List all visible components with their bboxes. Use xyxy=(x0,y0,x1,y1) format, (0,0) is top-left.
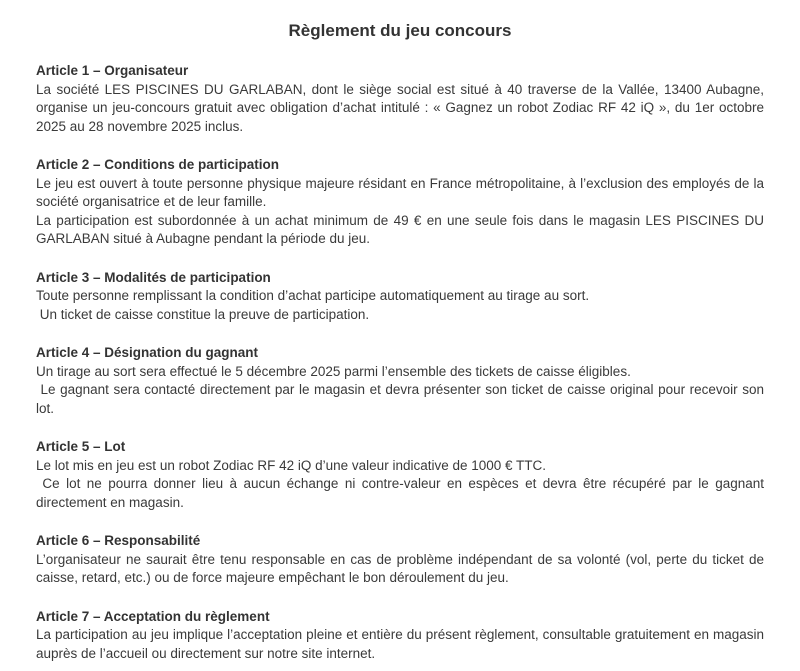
article-3-paragraph-2: Un ticket de caisse constitue la preuve de participation. xyxy=(36,306,370,322)
article-7-heading: Article 7 – Acceptation du règlement xyxy=(36,608,270,624)
article-5-heading: Article 5 – Lot xyxy=(36,439,126,454)
article-5-paragraph-1: Le lot mis en jeu est un robot Zodiac RF 42 iQ d’une valeur indicative de 1000 € TTC. xyxy=(36,457,547,473)
page-title: Règlement du jeu concours xyxy=(288,21,512,40)
article-6-responsabilite xyxy=(36,532,764,588)
article-2-heading: Article 2 – Conditions de participation xyxy=(36,157,280,172)
article-1-paragraph-1: La société LES PISCINES DU GARLABAN, dont le siège social est situé à 40 traverse de la Vallée, 13400 Aubagne, organise un jeu-concours gratuit avec obligation d’achat intitulé : « Gagnez un robot Zodiac RF 42 iQ », du 1er octobre 2025 au 28 novembre 2025 inclus. xyxy=(36,81,764,134)
article-7-acceptation xyxy=(36,608,764,664)
article-4-paragraph-2: Le gagnant sera contacté directement par le magasin et devra présenter son ticket de caisse original pour recevoir son lot. xyxy=(36,382,764,416)
article-2-paragraph-1: Le jeu est ouvert à toute personne physique majeure résidant en France métropolitaine, à l’exclusion des employés de la société organisatrice et de leur famille. xyxy=(36,175,764,209)
article-7-paragraph-1: La participation au jeu implique l’acceptation pleine et entière du présent règlement, consultable gratuitement en magasin auprès de l’accueil ou directement sur notre site internet. xyxy=(36,627,764,661)
article-4-heading: Article 4 – Désignation du gagnant xyxy=(36,345,259,360)
article-1-heading: Article 1 – Organisateur xyxy=(36,63,189,78)
article-6-heading: Article 6 – Responsabilité xyxy=(36,533,201,548)
article-6-paragraph-1: L’organisateur ne saurait être tenu responsable en cas de problème indépendant de sa volonté (vol, perte du ticket de caisse, retard, etc.) ou de force majeure empêchant le bon déroulement du jeu. xyxy=(36,551,764,585)
article-4-paragraph-1: Un tirage au sort sera effectué le 5 décembre 2025 parmi l’ensemble des tickets de caisse éligibles. xyxy=(36,363,631,379)
article-1-organisateur xyxy=(36,62,764,136)
article-3-heading: Article 3 – Modalités de participation xyxy=(36,269,271,285)
article-5-paragraph-2: Ce lot ne pourra donner lieu à aucun échange ni contre-valeur en espèces et devra être récupéré par le gagnant directement en magasin. xyxy=(36,476,764,510)
article-3-modalites xyxy=(36,269,764,325)
article-5-lot xyxy=(36,438,764,512)
article-2-conditions xyxy=(36,156,764,249)
article-4-designation-gagnant xyxy=(36,344,764,418)
article-2-paragraph-2: La participation est subordonnée à un achat minimum de 49 € en une seule fois dans le magasin LES PISCINES DU GARLABAN situé à Aubagne pendant la période du jeu. xyxy=(36,212,764,246)
article-3-paragraph-1: Toute personne remplissant la condition d’achat participe automatiquement au tirage au sort. xyxy=(36,288,590,303)
